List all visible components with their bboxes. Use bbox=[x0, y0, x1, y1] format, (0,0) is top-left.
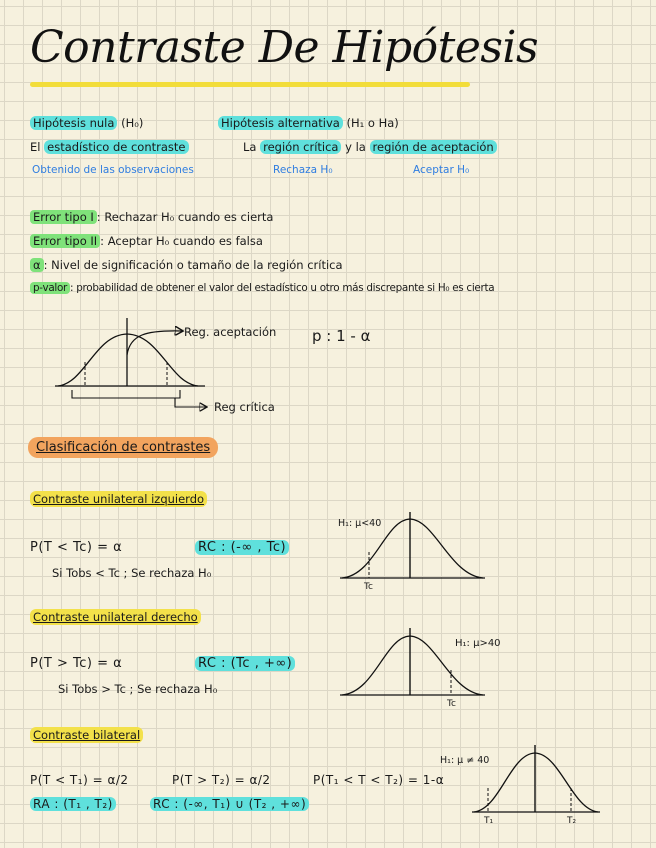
classification-heading-text: Clasificación de contrastes bbox=[28, 437, 218, 458]
def-alpha bbox=[30, 258, 343, 272]
left-test-rule: Si Tobs < Tc ; Se rechaza H₀ bbox=[52, 566, 212, 580]
def-term: Error tipo II bbox=[30, 234, 100, 248]
classification-heading bbox=[28, 440, 218, 455]
statistic-label: estadístico de contraste bbox=[44, 140, 188, 154]
bilateral-rc bbox=[150, 797, 309, 811]
acceptance-arrow bbox=[127, 331, 182, 355]
right-test-h1: H₁: μ>40 bbox=[455, 638, 501, 649]
bilateral-ra bbox=[30, 797, 116, 811]
right-test-rc-text: RC : (Tc , +∞) bbox=[195, 656, 295, 671]
def-sep: : bbox=[96, 210, 101, 224]
right-test-rc bbox=[195, 656, 295, 671]
left-test-tick: Tc bbox=[364, 582, 373, 592]
p-formula: p : 1 - α bbox=[312, 327, 371, 345]
left-test-formula: P(T < Tc) = α bbox=[30, 540, 123, 555]
reject-note: Rechaza H₀ bbox=[273, 164, 333, 176]
bilateral-rc-text: RC : (-∞, T₁) ∪ (T₂ , +∞) bbox=[150, 797, 309, 811]
def-sep: : bbox=[43, 258, 48, 272]
critical-arrow bbox=[175, 398, 206, 407]
def-term: p-valor bbox=[30, 282, 70, 294]
def-p-value bbox=[30, 282, 494, 294]
accept-note: Aceptar H₀ bbox=[413, 164, 470, 176]
bilateral-heading-text: Contraste bilateral bbox=[30, 727, 143, 743]
def-sep: : bbox=[100, 234, 105, 248]
bilateral-tick-2: T₂ bbox=[567, 816, 577, 826]
null-hypothesis-symbol: (H₀) bbox=[121, 116, 144, 130]
right-test-heading bbox=[30, 610, 201, 624]
bilateral-heading bbox=[30, 728, 143, 742]
obtained-note: Obtenido de las observaciones bbox=[32, 164, 194, 176]
la-word: La bbox=[243, 140, 257, 154]
def-term: α bbox=[30, 258, 44, 272]
bilateral-f3: P(T₁ < T < T₂) = 1-α bbox=[313, 773, 445, 787]
statistic-line bbox=[30, 140, 189, 154]
null-hypothesis-label: Hipótesis nula bbox=[30, 116, 117, 130]
diagram-bell-curve bbox=[58, 334, 198, 386]
title-underline bbox=[30, 82, 470, 87]
right-test-tick: Tc bbox=[447, 699, 456, 709]
left-test-rc bbox=[195, 540, 289, 555]
acceptance-region-caption: Reg. aceptación bbox=[184, 325, 277, 339]
right-test-heading-text: Contraste unilateral derecho bbox=[30, 609, 201, 625]
def-sep: : bbox=[70, 282, 74, 294]
page-title: Contraste De Hipótesis bbox=[30, 22, 539, 73]
bilateral-tick-1: T₁ bbox=[484, 816, 494, 826]
def-text: Rechazar H₀ cuando es cierta bbox=[104, 210, 274, 224]
right-test-formula: P(T > Tc) = α bbox=[30, 656, 123, 671]
left-test-rc-text: RC : (-∞ , Tc) bbox=[195, 540, 289, 555]
null-hypothesis-line bbox=[30, 116, 143, 130]
def-error-type-2 bbox=[30, 234, 263, 248]
def-text: Nivel de significación o tamaño de la región crítica bbox=[51, 258, 343, 272]
bilateral-h1: H₁: μ ≠ 40 bbox=[440, 755, 490, 766]
critical-region-label: región crítica bbox=[260, 140, 341, 154]
regions-line bbox=[243, 140, 497, 154]
left-test-heading-text: Contraste unilateral izquierdo bbox=[30, 491, 207, 507]
def-term: Error tipo I bbox=[30, 210, 97, 224]
alt-hypothesis-label: Hipótesis alternativa bbox=[218, 116, 343, 130]
alt-hypothesis-symbol: (H₁ o Ha) bbox=[346, 116, 399, 130]
bilateral-ra-text: RA : (T₁ , T₂) bbox=[30, 797, 116, 811]
def-text: Aceptar H₀ cuando es falsa bbox=[107, 234, 263, 248]
def-error-type-1 bbox=[30, 210, 273, 224]
acceptance-region-label: región de aceptación bbox=[370, 140, 497, 154]
bilateral-curve bbox=[474, 753, 598, 812]
left-test-heading bbox=[30, 492, 207, 506]
bilateral-f1: P(T < T₁) = α/2 bbox=[30, 773, 129, 787]
right-test-rule: Si Tobs > Tc ; Se rechaza H₀ bbox=[58, 682, 218, 696]
bilateral-f2: P(T > T₂) = α/2 bbox=[172, 773, 271, 787]
def-text: probabilidad de obtener el valor del estadístico u otro más discrepante si H₀ es cierta bbox=[76, 282, 495, 294]
el-word: El bbox=[30, 140, 41, 154]
critical-region-caption: Reg crítica bbox=[214, 400, 275, 414]
left-test-h1: H₁: μ<40 bbox=[338, 518, 382, 529]
y-la-word: y la bbox=[345, 140, 366, 154]
critical-bracket bbox=[72, 390, 180, 398]
alt-hypothesis-line bbox=[218, 116, 399, 130]
